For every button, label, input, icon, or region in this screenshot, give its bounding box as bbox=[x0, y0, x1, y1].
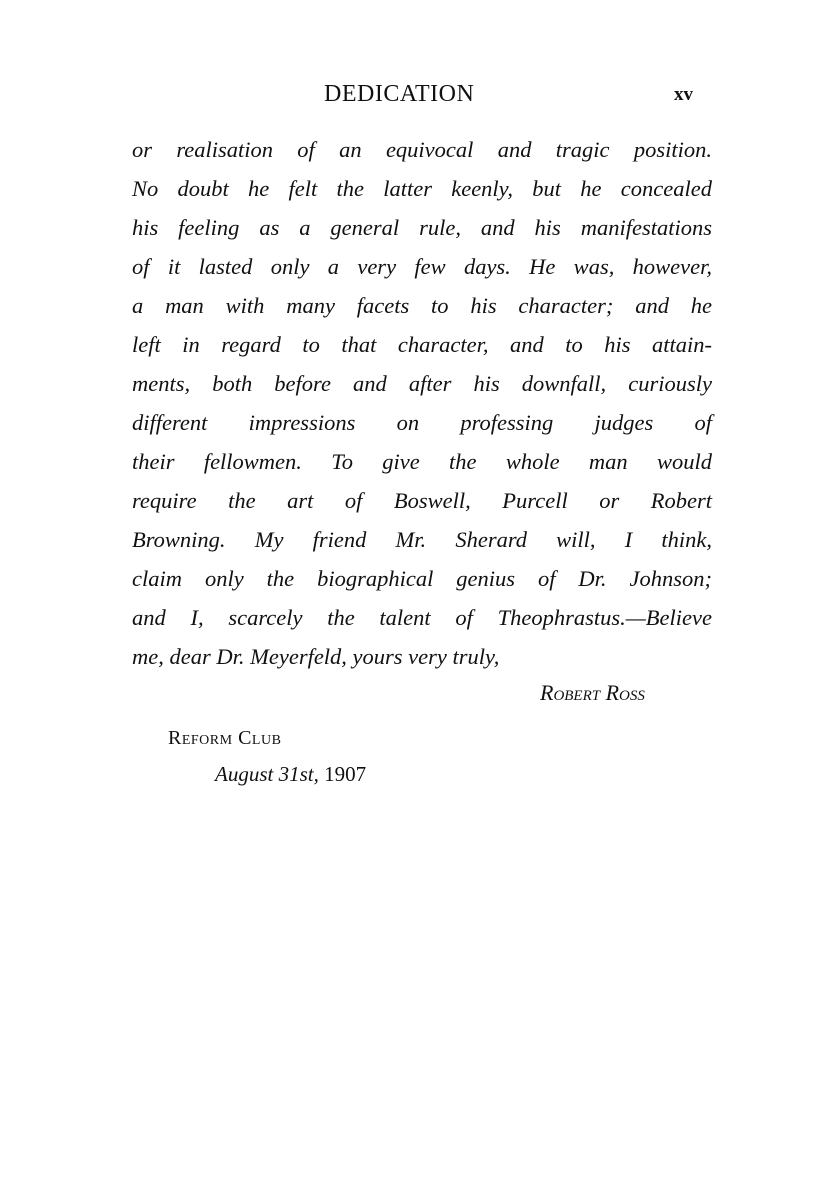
text-line: of it lasted only a very few days. He was, however, bbox=[132, 254, 712, 279]
text-line: No doubt he felt the latter keenly, but he concealed bbox=[132, 176, 712, 201]
running-head bbox=[0, 78, 840, 110]
text-line: different impressions on professing judges of bbox=[132, 410, 712, 435]
text-line: Browning. My friend Mr. Sherard will, I think, bbox=[132, 527, 712, 552]
text-line: left in regard to that character, and to his attain- bbox=[132, 332, 712, 357]
text-line: and I, scarcely the talent of Theophrastus.—Believe bbox=[132, 605, 712, 630]
text-line: ments, both before and after his downfall, curiously bbox=[132, 371, 712, 396]
page-title: DEDICATION bbox=[324, 81, 475, 107]
date-year: 1907 bbox=[324, 762, 367, 786]
text-line: a man with many facets to his character; and he bbox=[132, 293, 712, 318]
text-line: or realisation of an equivocal and tragic position. bbox=[132, 137, 712, 162]
text-line: their fellowmen. To give the whole man would bbox=[132, 449, 712, 474]
date-line bbox=[215, 759, 366, 789]
letter-body bbox=[132, 130, 712, 676]
text-line: claim only the biographical genius of Dr. Johnson; bbox=[132, 566, 712, 591]
place-line: Reform Club bbox=[168, 727, 282, 749]
text-line: require the art of Boswell, Purcell or Robert bbox=[132, 488, 712, 513]
text-line: his feeling as a general rule, and his manifestations bbox=[132, 215, 712, 240]
date-day: August 31st, bbox=[215, 762, 319, 786]
page-number: xv bbox=[674, 84, 693, 105]
signature: Robert Ross bbox=[540, 680, 645, 705]
text-line: me, dear Dr. Meyerfeld, yours very truly, bbox=[132, 644, 500, 669]
